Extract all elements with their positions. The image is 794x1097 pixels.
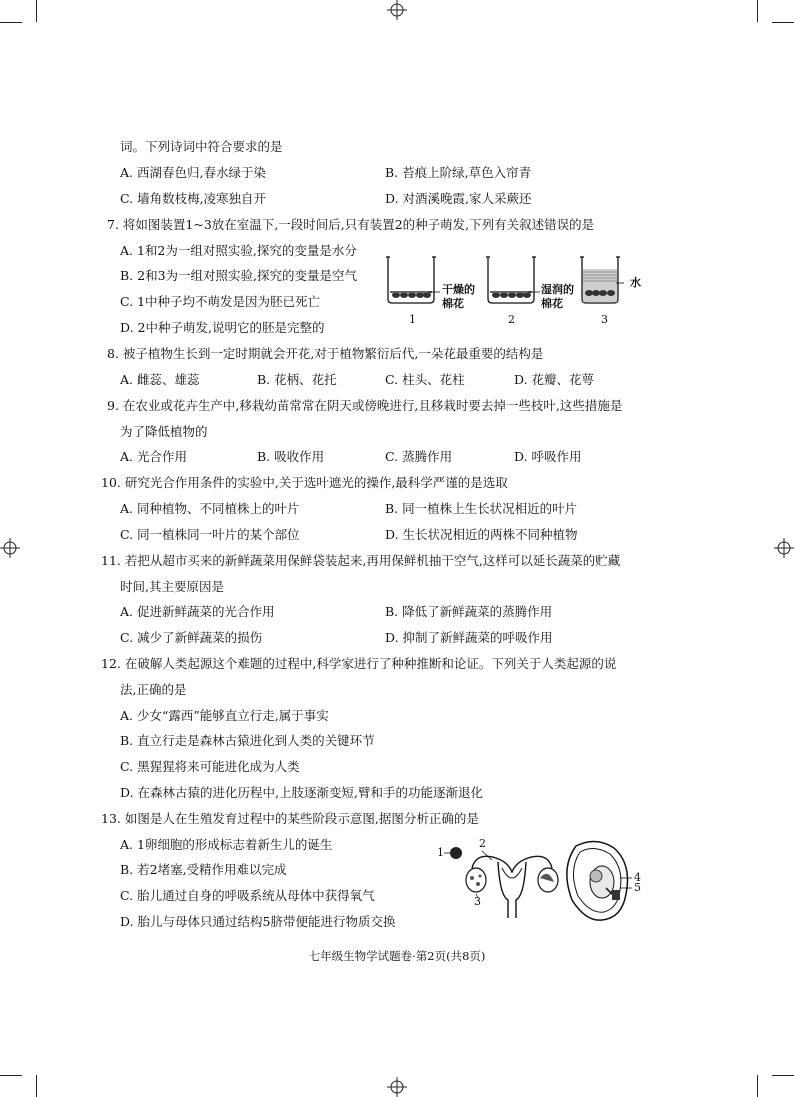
- q11-option-c: C. 减少了新鲜蔬菜的损伤: [120, 630, 263, 645]
- figure-label: 湿润的: [541, 283, 574, 296]
- q7-option-a: A. 1和2为一组对照实验,探究的变量是水分: [120, 243, 357, 258]
- q7-option-b: B. 2和3为一组对照实验,探究的变量是空气: [120, 268, 358, 283]
- figure-number: 3: [474, 895, 481, 908]
- crop-mark: [757, 0, 758, 22]
- q7-stem: 7. 将如图装置1~3放在室温下,一段时间后,只有装置2的种子萌发,下列有关叙述错误的是: [107, 217, 595, 232]
- q12-option-b: B. 直立行走是森林古猿进化到人类的关键环节: [120, 733, 375, 748]
- q10-option-d: D. 生长状况相近的两株不同种植物: [385, 527, 578, 542]
- q9-option-b: B. 吸收作用: [257, 449, 325, 464]
- q8-option-d: D. 花瓣、花萼: [514, 372, 595, 387]
- q11-stem-cont: 时间,其主要原因是: [120, 579, 224, 594]
- figure-number: 1: [409, 313, 416, 326]
- q11-option-d: D. 抑制了新鲜蔬菜的呼吸作用: [385, 630, 553, 645]
- figure-number: 1: [437, 846, 444, 859]
- q8-option-b: B. 花柄、花托: [257, 372, 337, 387]
- q8-option-c: C. 柱头、花柱: [385, 372, 465, 387]
- q6-option-d: D. 对酒溪晚霞,家人采蕨还: [385, 191, 532, 206]
- crop-mark: [0, 22, 22, 23]
- q9-option-c: C. 蒸腾作用: [385, 449, 453, 464]
- q13-option-c: C. 胎儿通过自身的呼吸系统从母体中获得氧气: [120, 888, 375, 903]
- q11-option-b: B. 降低了新鲜蔬菜的蒸腾作用: [385, 604, 553, 619]
- crop-mark: [772, 1075, 794, 1076]
- q12-stem-cont: 法,正确的是: [120, 682, 187, 697]
- q10-option-b: B. 同一植株上生长状况相近的叶片: [385, 501, 578, 516]
- reproduction-figure: [436, 838, 658, 926]
- q9-option-a: A. 光合作用: [120, 449, 187, 464]
- q12-option-d: D. 在森林古猿的进化历程中,上肢逐渐变短,臂和手的功能逐渐退化: [120, 785, 483, 800]
- q10-stem: 10. 研究光合作用条件的实验中,关于选叶遮光的操作,最科学严谨的是选取: [101, 475, 508, 490]
- q12-option-a: A. 少女“露西”能够直立行走,属于事实: [120, 708, 329, 723]
- figure-label: 干燥的: [442, 283, 475, 296]
- page-footer: 七年级生物学试题卷·第2页(共8页): [308, 949, 486, 963]
- crop-mark: [0, 1075, 22, 1076]
- q9-stem: 9. 在农业或花卉生产中,移栽幼苗常常在阴天或傍晚进行,且移栽时要去掉一些枝叶,这些措施是: [107, 398, 623, 413]
- q7-option-d: D. 2中种子萌发,说明它的胚是完整的: [120, 320, 325, 335]
- registration-mark-icon: [0, 538, 20, 558]
- figure-label: 棉花: [541, 297, 563, 310]
- q10-option-a: A. 同种植物、不同植株上的叶片: [120, 501, 300, 516]
- figure-number: 3: [601, 313, 608, 326]
- registration-mark-icon: [774, 538, 794, 558]
- figure-number: 2: [479, 837, 486, 850]
- q13-option-d: D. 胎儿与母体只通过结构5脐带便能进行物质交换: [120, 914, 396, 929]
- q9-stem-cont: 为了降低植物的: [120, 424, 208, 439]
- crop-mark: [772, 22, 794, 23]
- crop-mark: [757, 1075, 758, 1097]
- q6-option-c: C. 墙角数枝梅,凌寒独自开: [120, 191, 267, 206]
- registration-mark-icon: [387, 0, 407, 20]
- q8-option-a: A. 雌蕊、雄蕊: [120, 372, 200, 387]
- q6-option-b: B. 苔痕上阶绿,草色入帘青: [385, 165, 532, 180]
- q10-option-c: C. 同一植株同一叶片的某个部位: [120, 527, 300, 542]
- figure-number: 2: [508, 313, 515, 326]
- figure-number: 5: [634, 881, 641, 894]
- q6-option-a: A. 西湖春色归,春水绿于染: [120, 165, 266, 180]
- q13-option-a: A. 1卵细胞的形成标志着新生儿的诞生: [120, 837, 333, 852]
- crop-mark: [36, 1075, 37, 1097]
- q8-stem: 8. 被子植物生长到一定时期就会开花,对于植物繁衍后代,一朵花最重要的结构是: [107, 346, 544, 361]
- figure-label: 水: [630, 276, 641, 289]
- seed-germination-figure: [384, 255, 624, 315]
- crop-mark: [36, 0, 37, 22]
- q13-option-b: B. 若2堵塞,受精作用难以完成: [120, 862, 287, 877]
- q7-option-c: C. 1中种子均不萌发是因为胚已死亡: [120, 294, 321, 309]
- q9-option-d: D. 呼吸作用: [514, 449, 582, 464]
- figure-number: 4: [634, 871, 641, 884]
- q11-option-a: A. 促进新鲜蔬菜的光合作用: [120, 604, 275, 619]
- q12-option-c: C. 黑猩猩将来可能进化成为人类: [120, 759, 300, 774]
- q12-stem: 12. 在破解人类起源这个难题的过程中,科学家进行了种种推断和论证。下列关于人类起源的说: [101, 656, 617, 671]
- figure-label: 棉花: [442, 297, 464, 310]
- q13-stem: 13. 如图是人在生殖发育过程中的某些阶段示意图,据图分析正确的是: [101, 811, 479, 826]
- q11-stem: 11. 若把从超市买来的新鲜蔬菜用保鲜袋装起来,再用保鲜机抽干空气,这样可以延长蔬菜的贮藏: [101, 553, 621, 568]
- registration-mark-icon: [387, 1077, 407, 1097]
- q6-stem: 词。下列诗词中符合要求的是: [120, 139, 283, 154]
